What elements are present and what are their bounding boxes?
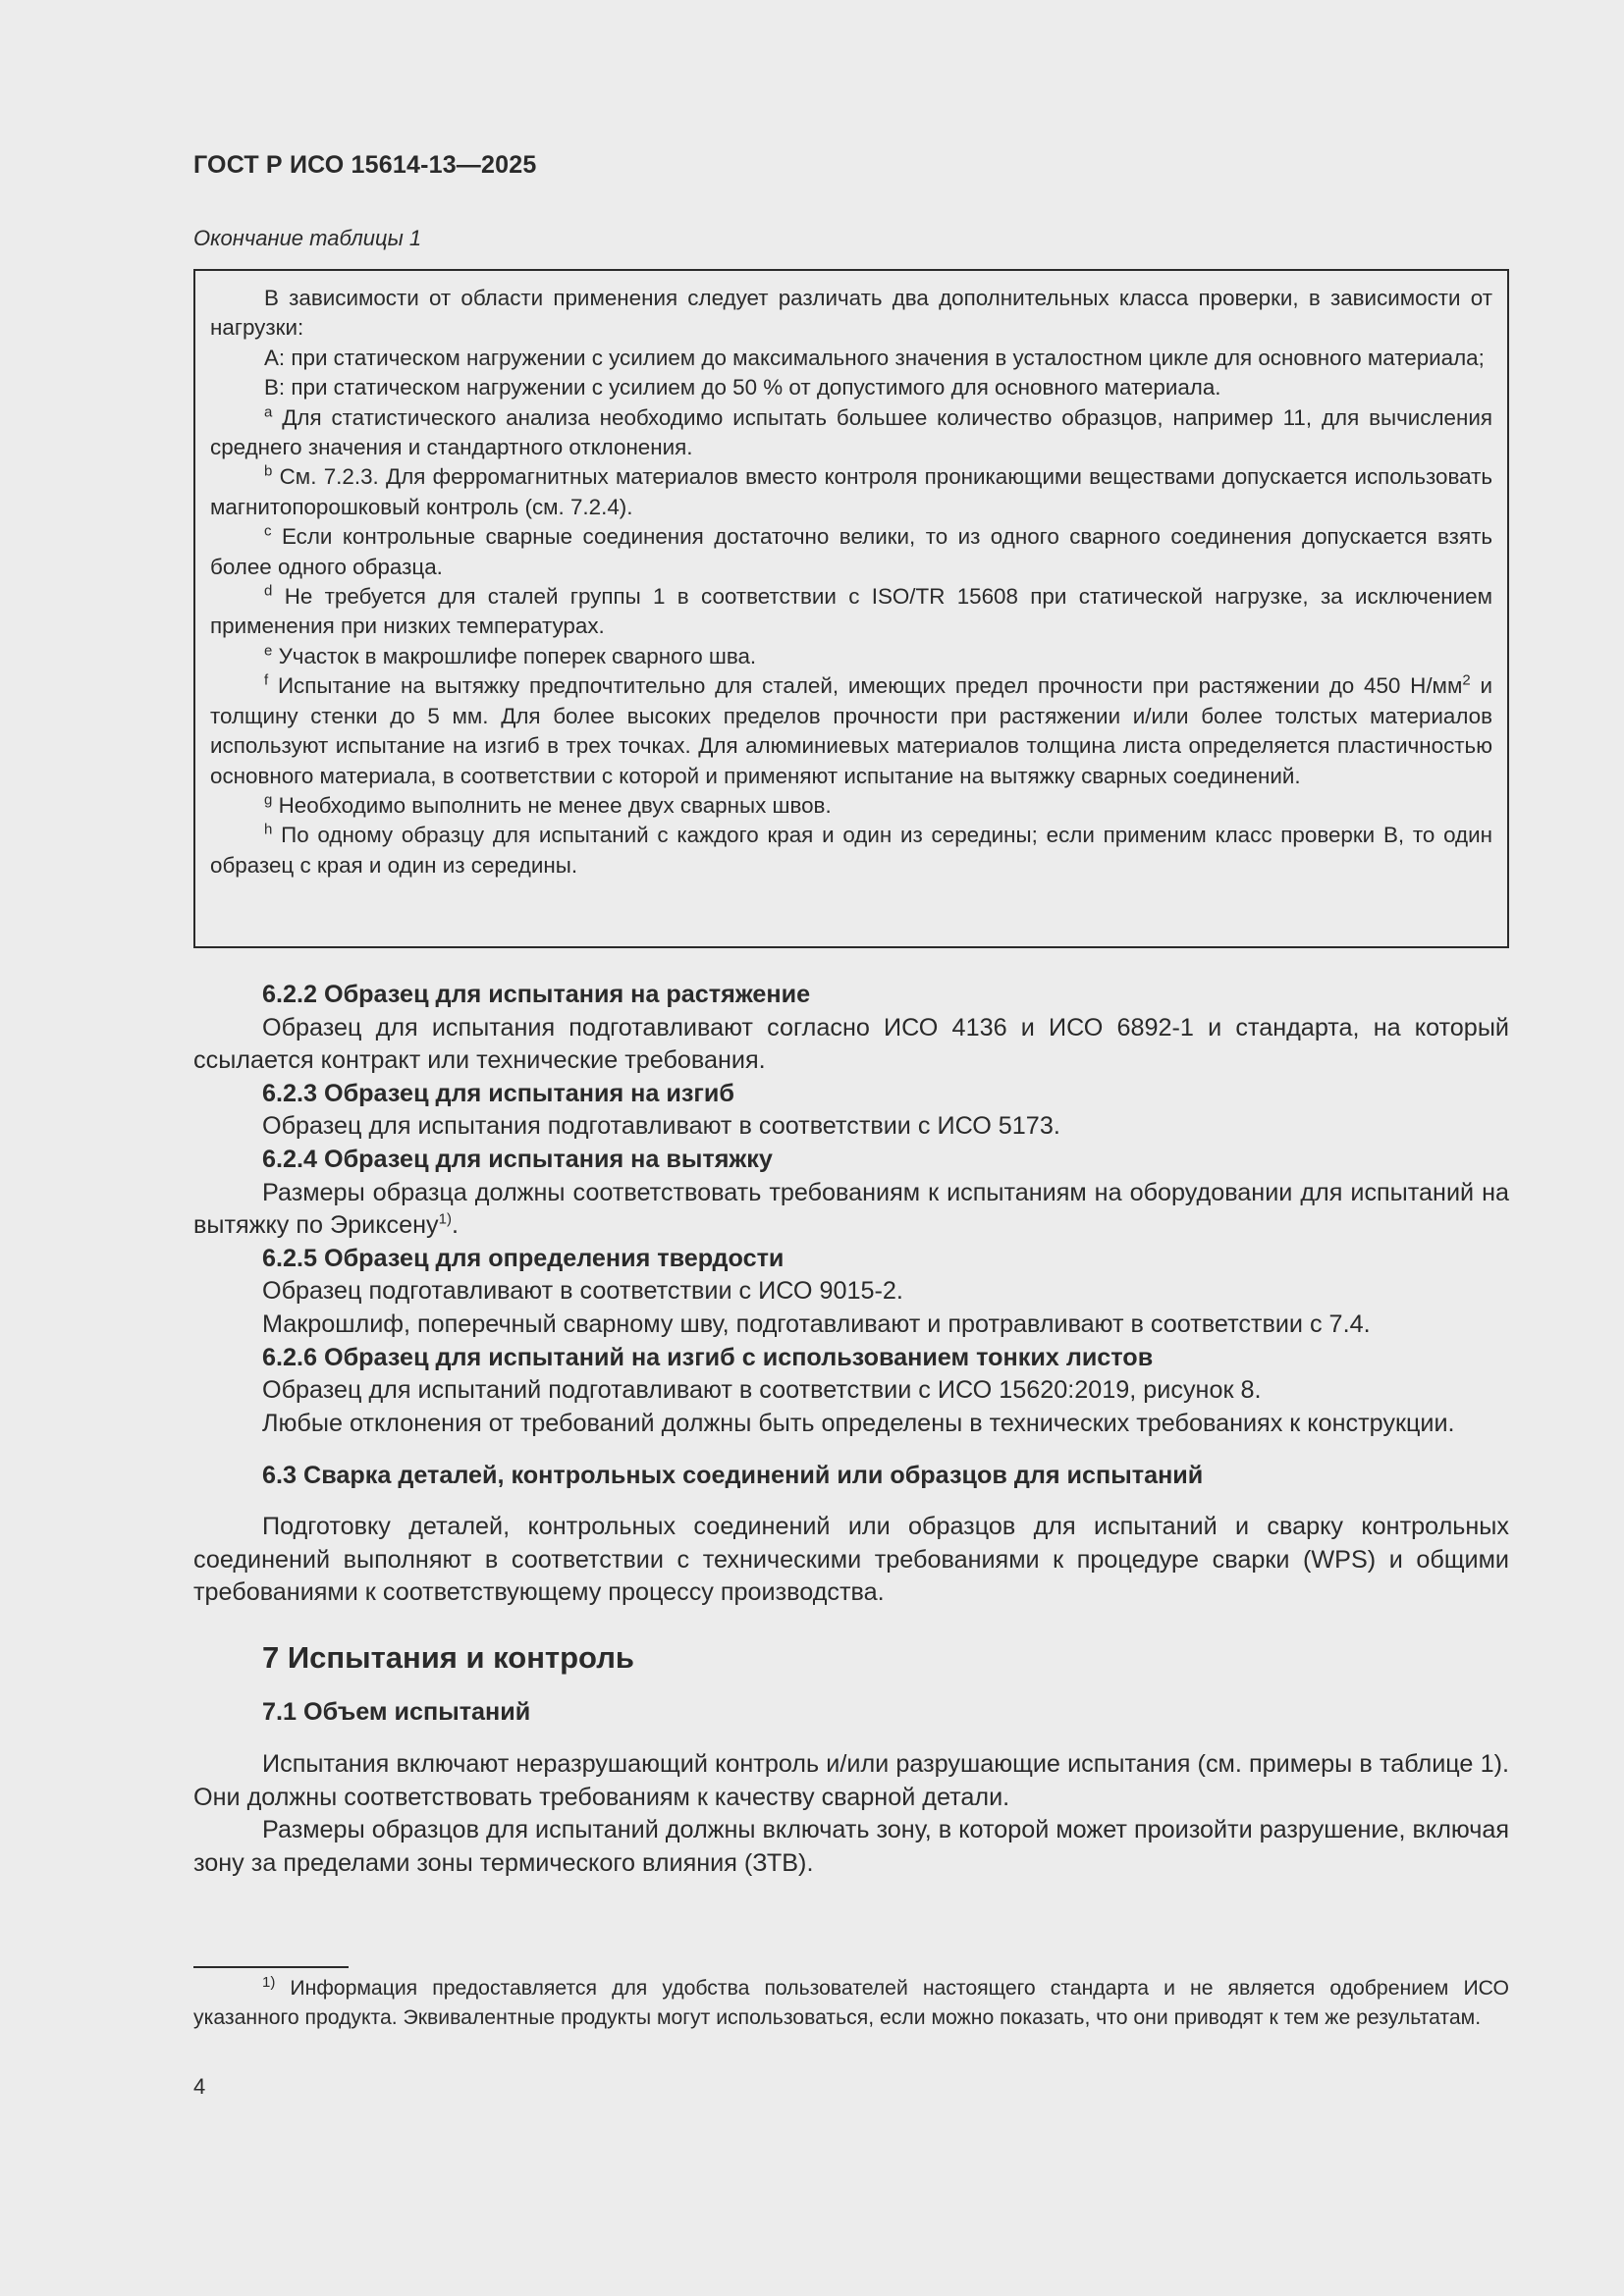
note-f xyxy=(210,671,1492,791)
note-text: Если контрольные сварные соединения достаточно велики, то из одного сварного соединения допускается взять более одного образца. xyxy=(210,524,1492,579)
note-mark: g xyxy=(264,791,273,809)
note-a xyxy=(210,403,1492,463)
note-mark: e xyxy=(264,642,273,660)
footnote-divider xyxy=(193,1966,349,1968)
body-text xyxy=(193,979,1509,1881)
footnote-ref: 1) xyxy=(438,1210,452,1228)
page-number: 4 xyxy=(193,2074,206,2099)
note-h xyxy=(210,821,1492,881)
footnote-text: Информация предоставляется для удобства пользователей настоящего стандарта и не является одобрением ИСО указанного продукта. Эквивалентные продукты могут использоваться, если можно показать, что они приводят к тем же результатам. xyxy=(193,1977,1509,2029)
footnote xyxy=(193,1974,1509,2033)
section-title-6-2-5: 6.2.5 Образец для определения твердости xyxy=(262,1244,785,1272)
section-title-6-3: 6.3 Сварка деталей, контрольных соединений или образцов для испытаний xyxy=(262,1462,1204,1490)
note-c xyxy=(210,522,1492,582)
section-text-6-2-5-a: Образец подготавливают в соответствии с ИСО 9015-2. xyxy=(262,1277,903,1306)
notes-class-b: B: при статическом нагружении с усилием до 50 % от допустимого для основного материала. xyxy=(264,375,1221,400)
note-mark: a xyxy=(264,403,273,421)
notes-intro: В зависимости от области применения следует различать два дополнительных класса проверки, в зависимости от нагрузки: xyxy=(210,286,1492,341)
notes-class-a: A: при статическом нагружении с усилием до максимального значения в усталостном цикле для основного материала; xyxy=(264,345,1485,370)
note-mark: c xyxy=(264,522,272,540)
note-g xyxy=(210,791,1492,821)
section-text-7-1-b: Размеры образцов для испытаний должны включать зону, в которой может произойти разрушение, включая зону за пределами зоны термического влияния (ЗТВ). xyxy=(193,1816,1509,1878)
note-text: Для статистического анализа необходимо испытать большее количество образцов, например 11, для вычисления среднего значения и стандартного отклонения. xyxy=(210,404,1492,460)
superscript: 2 xyxy=(1462,671,1471,689)
section-title-6-2-3: 6.2.3 Образец для испытания на изгиб xyxy=(262,1079,734,1107)
note-text: Испытание на вытяжку предпочтительно для сталей, имеющих предел прочности при растяжении до 450 Н/мм xyxy=(277,673,1463,699)
section-title-6-2-4: 6.2.4 Образец для испытания на вытяжку xyxy=(262,1145,773,1173)
section-text-6-3: Подготовку деталей, контрольных соединений или образцов для испытаний и сварку контрольных соединений выполняют в соответствии с техническими требованиями к процедуре сварки (WPS) и общими требованиями к соответствующему процессу производства. xyxy=(193,1512,1509,1607)
note-mark: f xyxy=(264,671,269,689)
section-title-6-2-2: 6.2.2 Образец для испытания на растяжение xyxy=(262,981,811,1008)
footnote-paragraph xyxy=(193,1974,1509,2033)
section-text-7-1-a: Испытания включают неразрушающий контроль и/или разрушающие испытания (см. примеры в таблице 1). Они должны соответствовать требованиям к качеству сварной детали. xyxy=(193,1750,1509,1811)
note-text: Не требуется для сталей группы 1 в соответствии с ISO/TR 15608 при статической нагрузке, за исключением применения при низких температурах. xyxy=(210,584,1492,639)
note-mark: d xyxy=(264,582,273,600)
note-e xyxy=(210,642,1492,671)
section-title-6-2-6: 6.2.6 Образец для испытаний на изгиб с использованием тонких листов xyxy=(262,1343,1154,1371)
section-text-6-2-3: Образец для испытания подготавливают в соответствии с ИСО 5173. xyxy=(262,1112,1060,1141)
footnote-mark: 1) xyxy=(262,1973,276,1991)
section-text-6-2-5-b: Макрошлиф, поперечный сварному шву, подготавливают и протравливают в соответствии с 7.4. xyxy=(262,1309,1371,1338)
section-title-7-1: 7.1 Объем испытаний xyxy=(262,1697,531,1726)
document-header: ГОСТ Р ИСО 15614-13—2025 xyxy=(193,151,537,179)
note-text: и толщину стенки до 5 мм. Для более высоких пределов прочности при растяжении и/или более толстых материалов используют испытание на изгиб в трех точках. Для алюминиевых материалов толщина листа определяется пластичностью основного материала, в соответствии с которой и применяют испытание на вытяжку сварных соединений. xyxy=(210,673,1492,788)
section-text-6-2-6-b: Любые отклонения от требований должны быть определены в технических требованиях к конструкции. xyxy=(262,1409,1455,1437)
section-text-6-2-4 xyxy=(193,1177,1509,1243)
note-text: Участок в макрошлифе поперек сварного шва. xyxy=(278,643,757,668)
section-text-6-2-2: Образец для испытания подготавливают согласно ИСО 4136 и ИСО 6892-1 и стандарта, на который ссылается контракт или технические требования. xyxy=(193,1013,1509,1075)
note-mark: b xyxy=(264,462,273,480)
paragraph-end: . xyxy=(451,1211,459,1240)
paragraph-text: Размеры образца должны соответствовать требованиям к испытаниям на оборудовании для испытаний на вытяжку по Эриксену xyxy=(193,1178,1509,1240)
note-mark: h xyxy=(264,821,273,838)
note-text: См. 7.2.3. Для ферромагнитных материалов вместо контроля проникающими веществами допускается использовать магнитопорошковый контроль (см. 7.2.4). xyxy=(210,464,1492,519)
note-d xyxy=(210,582,1492,642)
note-text: По одному образцу для испытаний с каждого края и один из середины; если применим класс проверки B, то один образец с края и один из середины. xyxy=(210,823,1492,878)
section-text-6-2-6-a: Образец для испытаний подготавливают в соответствии с ИСО 15620:2019, рисунок 8. xyxy=(262,1376,1262,1405)
section-title-7: 7 Испытания и контроль xyxy=(262,1639,634,1675)
note-text: Необходимо выполнить не менее двух сварных швов. xyxy=(278,792,832,818)
table-notes-box xyxy=(193,269,1509,948)
note-b xyxy=(210,462,1492,522)
table-continuation-caption: Окончание таблицы 1 xyxy=(193,226,422,250)
